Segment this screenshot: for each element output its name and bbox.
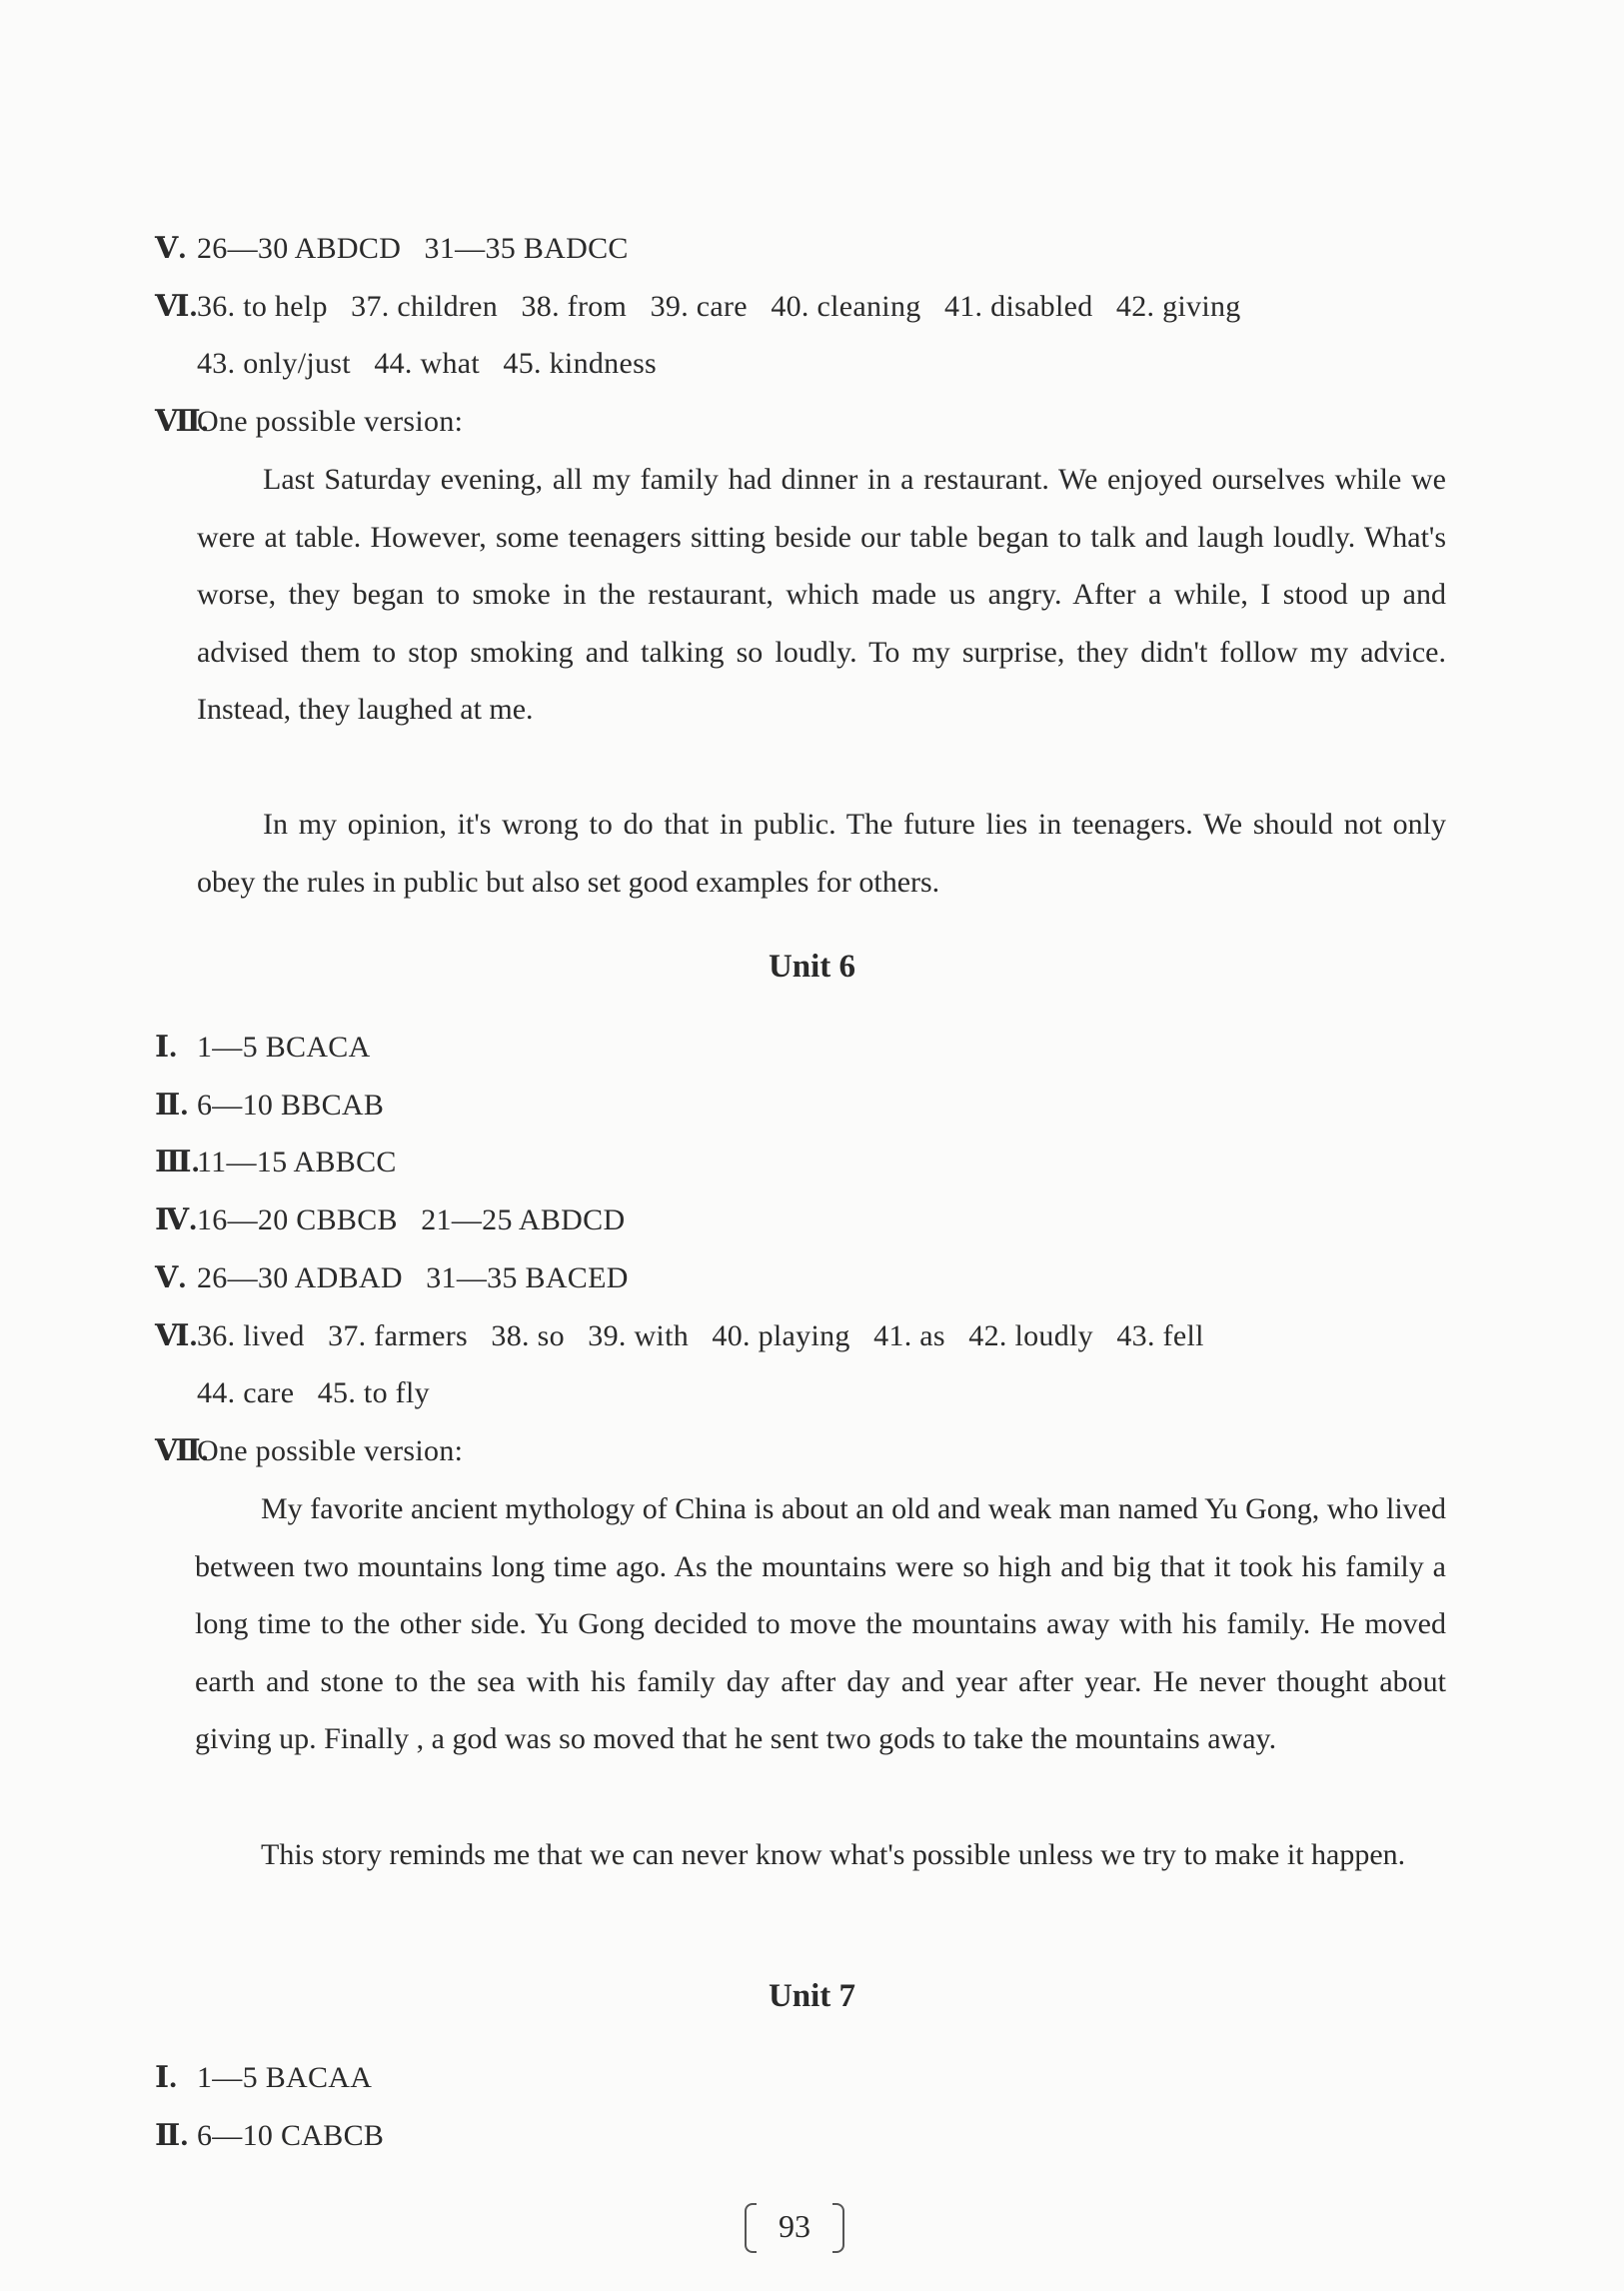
essay-paragraph: Last Saturday evening, all my family had dinner in a restaurant. We enjoyed ourselves while we were at table. However, some teenagers sitting beside our table began to talk and laugh loudly. What's worse, they began to smoke in the restaurant, which made us angry. After a while, I stood up and advised them to stop smoking and talking so loudly. To my surprise, they didn't follow my advice. Instead, they laughed at me. [197, 463, 1446, 726]
answer-text: 16—20 CBBCB 21—25 ABDCD [197, 1203, 626, 1236]
section-numeral: Ⅲ. [155, 1146, 200, 1178]
section-vii-label [155, 402, 463, 442]
section-numeral: Ⅰ. [155, 2061, 178, 2094]
section-vii-label [155, 1431, 463, 1471]
answer-text: 6—10 BBCAB [197, 1089, 385, 1122]
answer-text: 1—5 BACAA [197, 2061, 373, 2094]
page-number-text: 93 [779, 2208, 811, 2244]
section-numeral: Ⅵ. [155, 290, 198, 323]
section-vi-answers [155, 1316, 1204, 1356]
section-i-answers [155, 2058, 372, 2098]
section-vi-answers-cont [197, 1373, 430, 1413]
section-numeral: Ⅶ. [155, 1434, 209, 1467]
section-ii-answers [155, 2116, 384, 2156]
version-label: One possible version: [197, 405, 464, 438]
section-numeral: Ⅵ. [155, 1319, 198, 1352]
section-ii-answers [155, 1086, 384, 1126]
unit-title: Unit 6 [768, 949, 856, 985]
section-v-answers [155, 229, 629, 269]
section-numeral: Ⅶ. [155, 405, 209, 438]
answer-text: 26—30 ABDCD 31—35 BADCC [197, 232, 629, 265]
answer-text: 36. to help 37. children 38. from 39. care 40. cleaning 41. disabled 42. giving [197, 290, 1241, 323]
answer-text: 11—15 ABBCC [197, 1146, 397, 1178]
left-bracket-decoration [745, 2203, 757, 2253]
answer-text: 1—5 BCACA [197, 1031, 371, 1064]
section-vi-answers-cont [197, 344, 657, 384]
answer-text: 36. lived 37. farmers 38. so 39. with 40. playing 41. as 42. loudly 43. fell [197, 1319, 1204, 1352]
essay-paragraph: This story reminds me that we can never know what's possible unless we try to make it happen. [261, 1838, 1406, 1871]
section-iii-answers [155, 1143, 397, 1182]
section-numeral: Ⅳ. [155, 1203, 198, 1236]
right-bracket-decoration [832, 2203, 844, 2253]
essay-paragraph: In my opinion, it's wrong to do that in public. The future lies in teenagers. We should not only obey the rules in public but also set good examples for others. [197, 808, 1446, 899]
answer-text: 26—30 ADBAD 31—35 BACED [197, 1261, 629, 1294]
section-i-answers [155, 1028, 371, 1068]
answer-text: 6—10 CABCB [197, 2119, 385, 2152]
answer-text: 43. only/just 44. what 45. kindness [197, 347, 658, 380]
section-vi-answers [155, 287, 1241, 327]
version-label: One possible version: [197, 1434, 464, 1467]
section-v-answers [155, 1258, 629, 1298]
unit-title: Unit 7 [768, 1978, 856, 2014]
section-numeral: Ⅴ. [155, 1261, 187, 1294]
answer-text: 44. care 45. to fly [197, 1376, 430, 1409]
section-numeral: Ⅱ. [155, 1089, 189, 1122]
page-number [745, 2199, 844, 2253]
section-iv-answers [155, 1200, 625, 1240]
section-numeral: Ⅱ. [155, 2119, 189, 2152]
section-numeral: Ⅰ. [155, 1031, 178, 1064]
essay-paragraph: My favorite ancient mythology of China is about an old and weak man named Yu Gong, who lived between two mountains long time ago. As the mountains were so high and big that it took his family a long time to the other side. Yu Gong decided to move the mountains away with his family. He moved earth and stone to the sea with his family day after day and year after year. He never thought about giving up. Finally , a god was so moved that he sent two gods to take the mountains away. [195, 1492, 1446, 1755]
section-numeral: Ⅴ. [155, 232, 187, 265]
